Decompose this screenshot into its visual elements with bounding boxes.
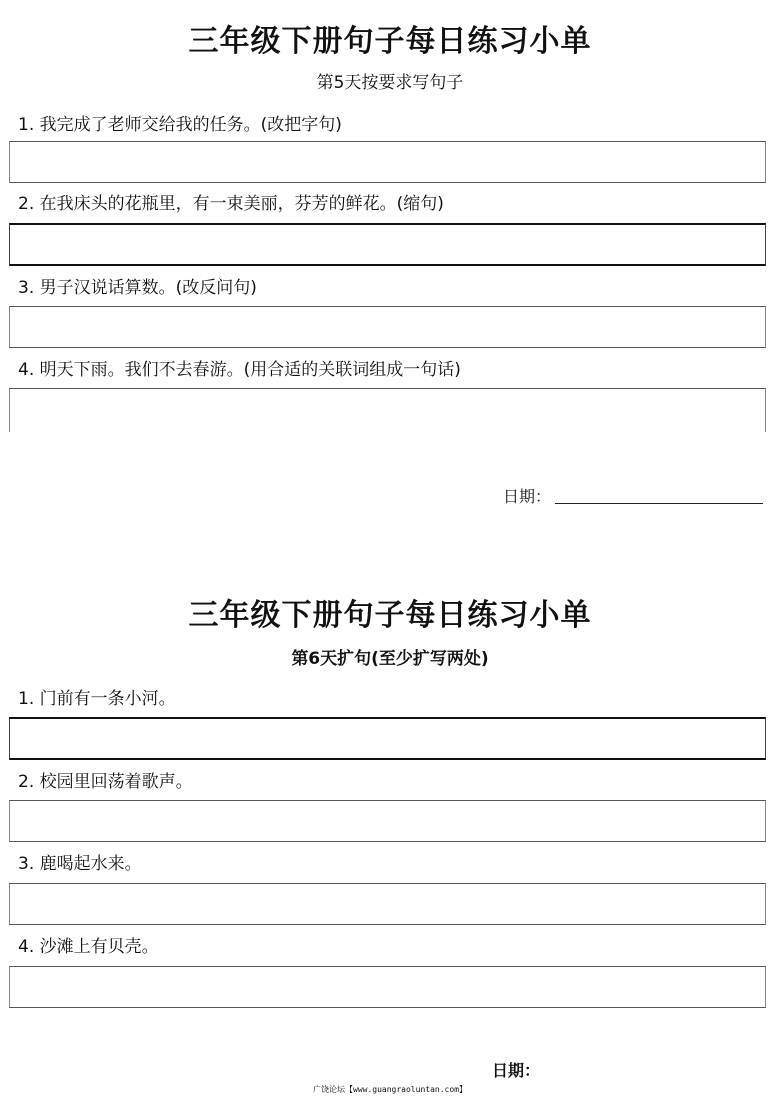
- sheet2-answer-box-3[interactable]: [9, 883, 766, 925]
- sheet2-question-2: 2. 校园里回荡着歌声。: [18, 772, 193, 792]
- sheet2-title: 三年级下册句子每日练习小单: [188, 598, 592, 633]
- sheet1-date-field[interactable]: [555, 503, 763, 504]
- sheet2-answer-box-2[interactable]: [9, 800, 766, 842]
- sheet2-question-1: 1. 门前有一条小河。: [18, 689, 176, 709]
- sheet2-question-3: 3. 鹿喝起水来。: [18, 854, 142, 874]
- sheet1-question-2: 2. 在我床头的花瓶里，有一束美丽，芬芳的鲜花。(缩句): [18, 194, 444, 214]
- sheet1-title: 三年级下册句子每日练习小单: [188, 24, 592, 59]
- sheet1-answer-box-1[interactable]: [9, 141, 766, 183]
- sheet2-date-label: 日期：: [492, 1061, 541, 1080]
- sheet2-answer-box-4[interactable]: [9, 966, 766, 1008]
- sheet1-question-3: 3. 男子汉说话算数。(改反问句): [18, 278, 257, 298]
- sheet1-answer-box-4[interactable]: [9, 388, 766, 432]
- sheet1-answer-box-3[interactable]: [9, 306, 766, 348]
- sheet2-question-4: 4. 沙滩上有贝壳。: [18, 937, 159, 957]
- site-footer: 广饶论坛【www.guangraoluntan.com】: [313, 1085, 467, 1094]
- sheet1-question-1: 1. 我完成了老师交给我的任务。(改把字句): [18, 115, 342, 135]
- sheet1-question-4: 4. 明天下雨。我们不去春游。(用合适的关联词组成一句话): [18, 360, 461, 380]
- sheet1-date-label: 日期：: [503, 487, 552, 506]
- sheet1-answer-box-2[interactable]: [9, 223, 766, 266]
- sheet1-subtitle: 第5天按要求写句子: [316, 73, 464, 93]
- sheet2-answer-box-1[interactable]: [9, 717, 766, 760]
- sheet2-subtitle: 第6天扩句(至少扩写两处): [291, 649, 489, 669]
